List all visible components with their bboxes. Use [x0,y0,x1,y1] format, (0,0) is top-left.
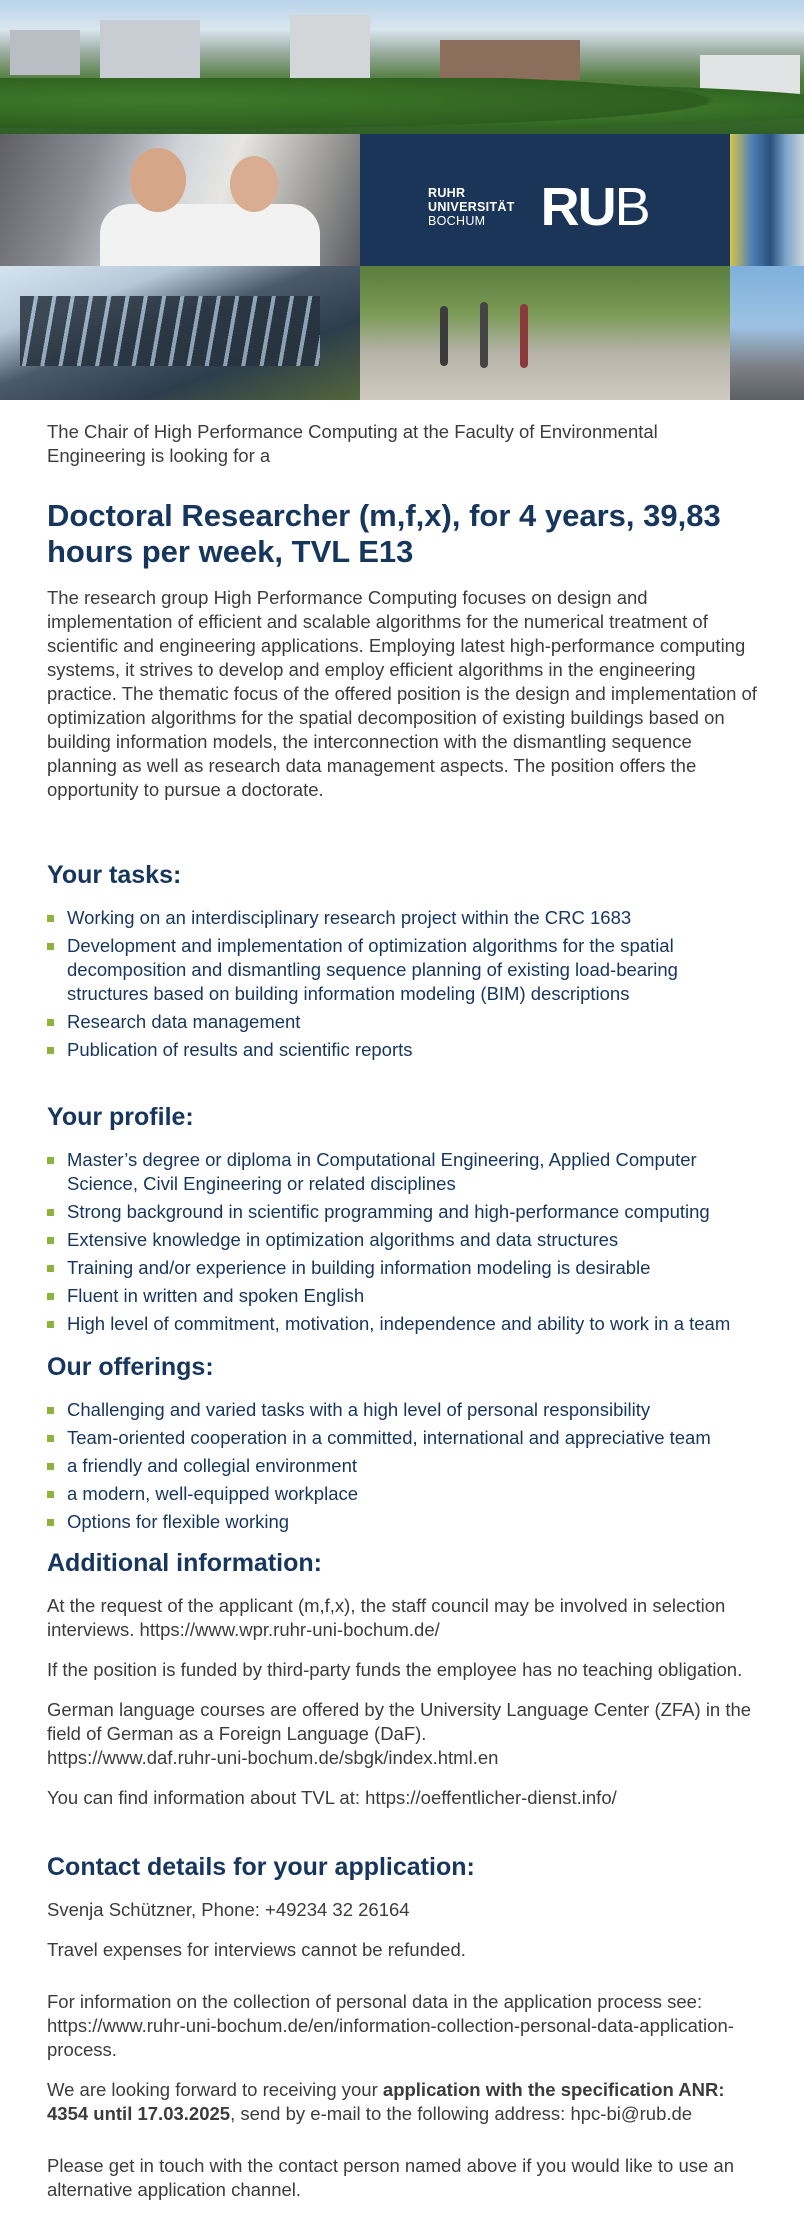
logo-line-3: BOCHUM [428,214,486,228]
list-item [47,934,758,1006]
logo-mark-thin: B [614,177,649,237]
bullet-square-icon [47,1157,54,1164]
building-shape [100,20,200,80]
bullet-square-icon [47,1519,54,1526]
list-item-text: Publication of results and scientific reports [67,1039,413,1060]
list-item [47,1200,758,1224]
building-photo [0,266,360,400]
rub-logo [428,177,649,237]
sky-photo [730,266,804,400]
bullet-square-icon [47,1019,54,1026]
job-description: The research group High Performance Computing focuses on design and implementation of efficient and scalable algorithms for the numerical treatment of scientific and engineering applications. Employing latest high-performance computing systems, it strives to develop and employ efficient algorithms in the engineering practice. The thematic focus of the offered position is the design and implementation of optimization algorithms for the spatial decomposition of existing buildings based on building information models, the interconnection with the dismantling sequence planning as well as research data management aspects. The position offers the opportunity to pursue a doctorate. [47,587,757,800]
bullet-square-icon [47,1407,54,1414]
bullet-square-icon [47,1435,54,1442]
application-text-post: , send by e-mail to the following address: hpc-bi@rub.de [230,2103,693,2124]
logo-mark [540,177,649,237]
application-anr-deadline: application with the specification ANR: 4354 until 17.03.2025 [47,2079,725,2124]
person-shape [440,306,448,366]
list-item-text: Fluent in written and spoken English [67,1285,365,1306]
job-posting [0,420,804,2202]
tvl-info-text: You can find information about TVL at: https://oeffentlicher-dienst.info/ [47,1787,617,1808]
list-item [47,1482,758,1506]
logo-wordmark [428,186,515,228]
logo-line-1: RUHR [428,186,466,200]
language-courses-link[interactable]: https://www.daf.ruhr-uni-bochum.de/sbgk/index.html.en [47,1747,499,1768]
list-item [47,1148,758,1196]
job-title: Doctoral Researcher (m,f,x), for 4 years, 39,83 hours per week, TVL E13 [47,498,721,569]
bullet-square-icon [47,1047,54,1054]
list-item [47,1228,758,1252]
list-item-text: Training and/or experience in building information modeling is desirable [67,1257,651,1278]
application-instructions [47,2078,758,2126]
header-collage [0,0,804,400]
students-photo [360,266,730,400]
list-item [47,1256,758,1280]
tasks-list [47,906,758,1062]
building-shape [290,15,370,85]
logo-mark-bold: RU [540,177,615,237]
list-item-text: a friendly and collegial environment [67,1455,358,1476]
tasks-heading: Your tasks: [47,861,182,889]
travel-expenses-text: Travel expenses for interviews cannot be refunded. [47,1939,466,1960]
intro-text: The Chair of High Performance Computing at the Faculty of Environmental Engineering is looking for a [47,421,658,466]
list-item-text: Extensive knowledge in optimization algorithms and data structures [67,1229,619,1250]
building-shape [440,40,580,80]
face-shape [130,148,186,212]
list-item-text: Challenging and varied tasks with a high level of personal responsibility [67,1399,651,1420]
list-item-text: High level of commitment, motivation, independence and ability to work in a team [67,1313,731,1334]
facade-shape [20,296,320,366]
bullet-square-icon [47,943,54,950]
list-item [47,1038,758,1062]
contact-person: Svenja Schützner, Phone: +49234 32 26164 [47,1899,410,1920]
bullet-square-icon [47,1491,54,1498]
teaching-obligation-text: If the position is funded by third-party funds the employee has no teaching obligation. [47,1659,743,1680]
profile-heading: Your profile: [47,1103,194,1131]
language-courses-text [47,1698,758,1770]
building-shape [10,30,80,75]
person-shape [480,302,488,368]
list-item-text: Research data management [67,1011,301,1032]
lab-coat-shape [100,204,320,266]
trees-shape [0,78,804,134]
books-photo [730,134,804,266]
list-item-text: Master’s degree or diploma in Computational Engineering, Applied Computer Science, Civil Engineering or related disciplines [67,1149,697,1194]
additional-heading: Additional information: [47,1549,322,1577]
contact-heading: Contact details for your application: [47,1853,475,1881]
rub-logo-panel [360,134,730,266]
list-item-text: a modern, well-equipped workplace [67,1483,359,1504]
list-item [47,1426,758,1450]
privacy-info-text: For information on the collection of personal data in the application process see: https://www.ruhr-uni-bochum.de/en/information-collection-personal-data-application-process. [47,1991,734,2060]
logo-line-2: UNIVERSITÄT [428,200,515,214]
offerings-list [47,1398,758,1534]
bullet-square-icon [47,1265,54,1272]
lab-photo [0,134,360,266]
alternative-channel-text: Please get in touch with the contact person named above if you would like to use an alternative application channel. [47,2155,734,2200]
list-item [47,1510,758,1534]
list-item-text: Options for flexible working [67,1511,290,1532]
list-item [47,1312,758,1336]
bullet-square-icon [47,1463,54,1470]
list-item-text: Development and implementation of optimization algorithms for the spatial decomposition and dismantling sequence planning of existing load-bearing structures based on building information modeling (BIM) descriptions [67,935,678,1004]
offerings-heading: Our offerings: [47,1353,214,1381]
profile-list [47,1148,758,1336]
bullet-square-icon [47,1293,54,1300]
face-shape [230,156,278,212]
bullet-square-icon [47,915,54,922]
list-item-text: Working on an interdisciplinary research project within the CRC 1683 [67,907,632,928]
list-item [47,1010,758,1034]
list-item [47,906,758,930]
list-item [47,1284,758,1308]
bullet-square-icon [47,1321,54,1328]
bullet-square-icon [47,1237,54,1244]
application-text-pre: We are looking forward to receiving your [47,2079,383,2100]
campus-photo [0,0,804,134]
list-item-text: Strong background in scientific programming and high-performance computing [67,1201,710,1222]
person-shape [520,304,528,368]
list-item [47,1398,758,1422]
language-courses-sentence: German language courses are offered by the University Language Center (ZFA) in the field of German as a Foreign Language (DaF). [47,1699,752,1744]
list-item [47,1454,758,1478]
bullet-square-icon [47,1209,54,1216]
list-item-text: Team-oriented cooperation in a committed, international and appreciative team [67,1427,711,1448]
staff-council-text: At the request of the applicant (m,f,x), the staff council may be involved in selection interviews. https://www.wpr.ruhr-uni-bochum.de/ [47,1595,726,1640]
